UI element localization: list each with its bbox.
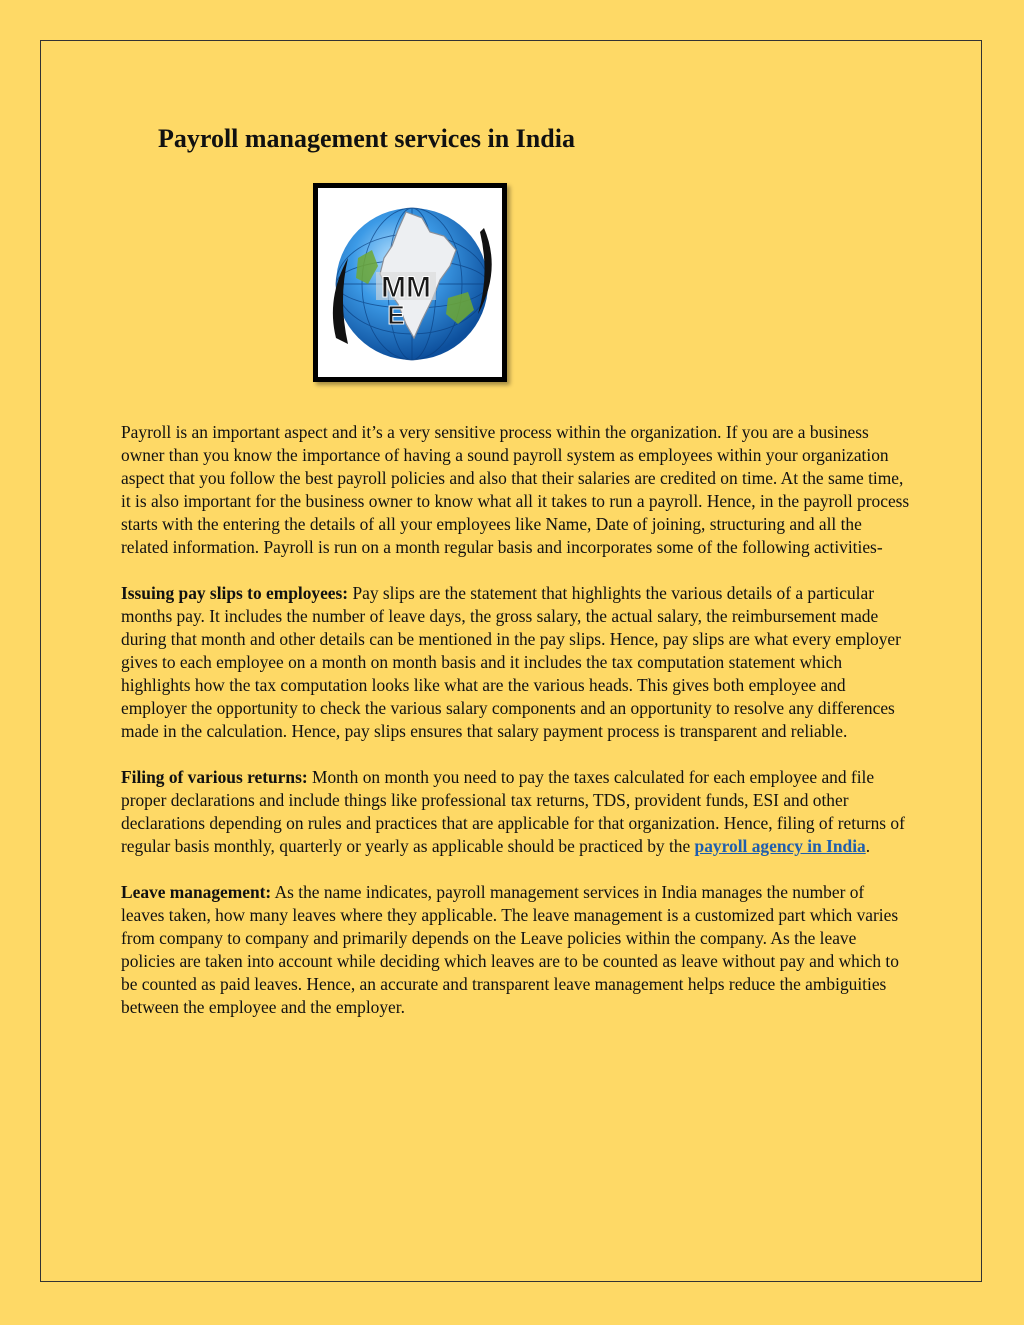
page-title: Payroll management services in India [158,124,575,153]
logo-text-e: E [387,300,405,330]
globe-india-mme-logo-icon [318,188,502,377]
section-body: Pay slips are the statement that highlights the various details of a particular months pay. It includes the number of leave days, the gross salary, the actual salary, the reimbursement made during that month and other details can be mentioned in the pay slips. Hence, pay slips are what every employer gives to each employee on a month on month basis and it includes the tax computation statement which highlights how the tax computation looks like what are the various heads. This gives both employee and employer the opportunity to check the various salary components and an opportunity to resolve any differences made in the calculation. Hence, pay slips ensures that salary payment process is transparent and reliable. [121,583,901,741]
intro-paragraph: Payroll is an important aspect and it’s a very sensitive process within the organization. If you are a business owner than you know the importance of having a sound payroll system as employees within your organization aspect that you follow the best payroll policies and also that their salaries are credited on time. At the same time, it is also important for the business owner to know what all it takes to run a payroll. Hence, in the payroll process starts with the entering the details of all your employees like Name, Date of joining, structuring and all the related information. Payroll is run on a month regular basis and incorporates some of the following activities- [121,422,910,557]
section-heading: Leave management: [121,882,272,902]
company-logo [313,183,507,382]
section-paragraph-leave [121,881,911,1019]
logo-text-mm: MM [381,271,431,304]
section-paragraph-pay-slips [121,582,911,743]
section-heading: Filing of various returns: [121,767,308,787]
section-body: Month on month you need to pay the taxes calculated for each employee and file proper declarations and include things like professional tax returns, TDS, provident funds, ESI and other declarations depending on rules and practices that are applicable for that organization. Hence, filing of returns of regular basis monthly, quarterly or yearly as applicable should be practiced by the [121,767,905,856]
article-body [121,421,911,1042]
section-heading: Issuing pay slips to employees: [121,583,349,603]
payroll-agency-link[interactable]: payroll agency in India [694,836,866,856]
section-paragraph-returns [121,766,911,858]
section-body-end: . [865,836,871,856]
section-body: As the name indicates, payroll management services in India manages the number of leaves taken, how many leaves where they applicable. The leave management is a customized part which varies from company to company and primarily depends on the Leave policies within the company. As the leave policies are taken into account while deciding which leaves are to be counted as leave without pay and which to be counted as paid leaves. Hence, an accurate and transparent leave management helps reduce the ambiguities between the employee and the employer. [121,882,899,1017]
